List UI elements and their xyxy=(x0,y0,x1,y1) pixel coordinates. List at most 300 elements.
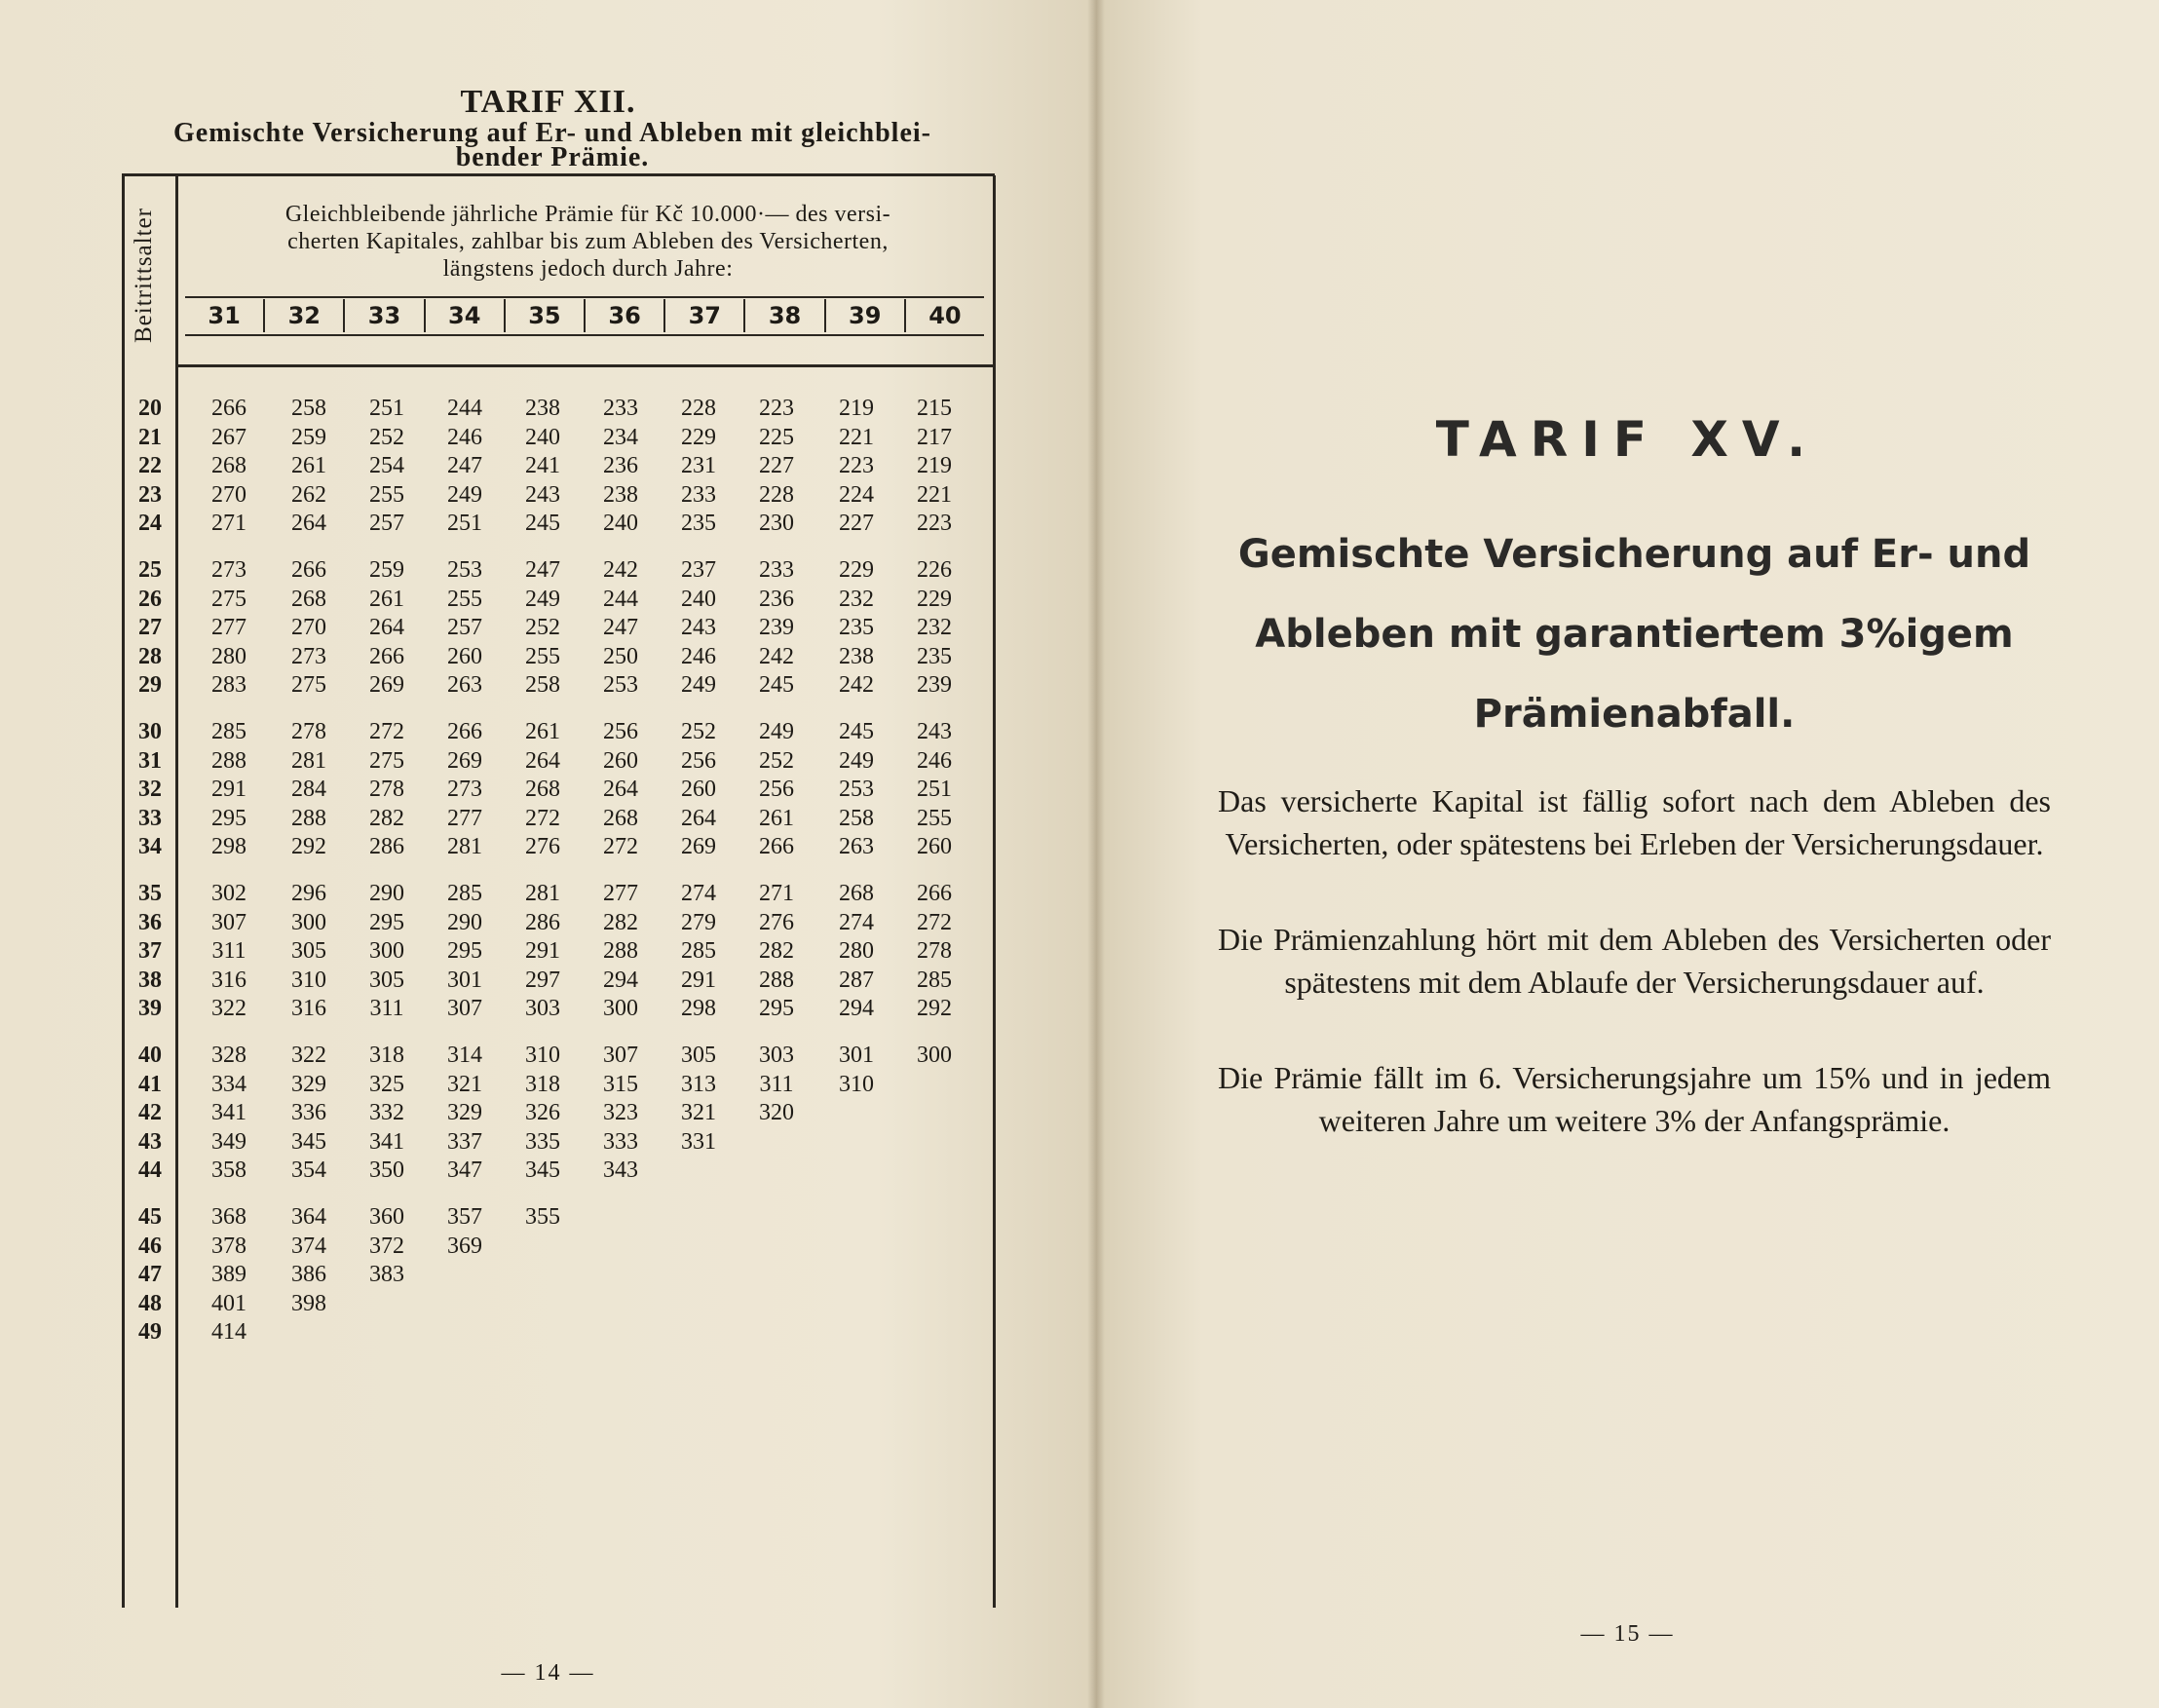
premium-cell: 273 xyxy=(291,643,326,669)
premium-cell: 316 xyxy=(211,967,246,993)
premium-cell: 261 xyxy=(369,586,404,612)
table-row xyxy=(125,614,992,642)
premium-cell: 280 xyxy=(211,643,246,669)
premium-cell: 252 xyxy=(681,719,716,744)
premium-cell: 238 xyxy=(839,643,874,669)
premium-cell: 261 xyxy=(759,805,794,831)
premium-cell: 256 xyxy=(759,777,794,803)
premium-cell: 253 xyxy=(447,557,482,583)
premium-cell: 229 xyxy=(839,557,874,583)
entry-age-cell: 20 xyxy=(138,396,162,421)
premium-cell: 314 xyxy=(447,1043,482,1068)
premium-cell: 341 xyxy=(211,1100,246,1126)
entry-age-cell: 23 xyxy=(138,481,162,508)
premium-cell: 321 xyxy=(681,1100,716,1126)
premium-cell: 305 xyxy=(291,938,326,965)
premium-cell: 228 xyxy=(681,396,716,421)
premium-cell: 325 xyxy=(369,1071,404,1097)
premium-cell: 276 xyxy=(525,834,560,860)
premium-cell: 246 xyxy=(447,424,482,450)
premium-cell: 266 xyxy=(917,881,952,906)
premium-cell: 233 xyxy=(681,481,716,508)
premium-cell: 290 xyxy=(447,909,482,935)
premium-cell: 271 xyxy=(759,881,794,906)
premium-cell: 260 xyxy=(447,643,482,669)
premium-cell: 258 xyxy=(525,672,560,699)
table-row xyxy=(125,671,992,700)
premium-cell: 219 xyxy=(917,453,952,479)
premium-cell: 230 xyxy=(759,511,794,537)
premium-cell: 288 xyxy=(603,938,638,965)
premium-cell: 398 xyxy=(291,1290,326,1316)
premium-cell: 383 xyxy=(369,1262,404,1288)
entry-age-cell: 43 xyxy=(138,1128,162,1155)
premium-cell: 255 xyxy=(525,643,560,669)
premium-cell: 243 xyxy=(917,719,952,744)
duration-year-33: 33 xyxy=(345,299,425,332)
premium-cell: 258 xyxy=(839,805,874,831)
premium-cell: 274 xyxy=(681,881,716,906)
premium-cell: 311 xyxy=(369,996,404,1022)
premium-cell: 261 xyxy=(291,453,326,479)
table-row xyxy=(125,1042,992,1070)
duration-year-35: 35 xyxy=(506,299,586,332)
duration-year-34: 34 xyxy=(426,299,506,332)
entry-age-cell: 39 xyxy=(138,996,162,1022)
premium-cell: 278 xyxy=(917,938,952,965)
premium-cell: 249 xyxy=(759,719,794,744)
premium-cell: 286 xyxy=(525,909,560,935)
tarif-xv-title: TARIF XV. xyxy=(1435,411,1820,468)
entry-age-cell: 35 xyxy=(138,881,162,906)
premium-cell: 350 xyxy=(369,1158,404,1184)
entry-age-cell: 25 xyxy=(138,557,162,583)
premium-cell: 252 xyxy=(525,615,560,641)
premium-cell: 282 xyxy=(603,909,638,935)
premium-cell: 401 xyxy=(211,1290,246,1316)
premium-cell: 276 xyxy=(759,909,794,935)
premium-cell: 322 xyxy=(291,1043,326,1068)
premium-cell: 347 xyxy=(447,1158,482,1184)
premium-cell: 269 xyxy=(681,834,716,860)
premium-cell: 260 xyxy=(603,747,638,774)
premium-cell: 273 xyxy=(211,557,246,583)
entry-age-cell: 22 xyxy=(138,453,162,479)
premium-cell: 249 xyxy=(447,481,482,508)
page-number-15: — 15 — xyxy=(1580,1621,1675,1647)
page-number-14: — 14 — xyxy=(501,1660,595,1686)
premium-cell: 334 xyxy=(211,1071,246,1097)
tarif-xii-subtitle: Gemischte Versicherung auf Er- und Ableben mit gleichblei- bender Prämie. xyxy=(173,118,931,172)
premium-cell: 252 xyxy=(759,747,794,774)
premium-cell: 389 xyxy=(211,1262,246,1288)
premium-cell: 258 xyxy=(291,396,326,421)
premium-cell: 256 xyxy=(681,747,716,774)
premium-cell: 235 xyxy=(917,643,952,669)
premium-cell: 268 xyxy=(291,586,326,612)
premium-cell: 291 xyxy=(681,967,716,993)
premium-cell: 263 xyxy=(447,672,482,699)
premium-cell: 295 xyxy=(369,909,404,935)
entry-age-cell: 33 xyxy=(138,805,162,831)
premium-cell: 374 xyxy=(291,1233,326,1259)
premium-cell: 281 xyxy=(525,881,560,906)
premium-cell: 253 xyxy=(603,672,638,699)
premium-cell: 292 xyxy=(291,834,326,860)
entry-age-cell: 49 xyxy=(138,1319,162,1346)
tarif-xii-title: TARIF XII. xyxy=(460,84,636,120)
premium-cell: 264 xyxy=(369,615,404,641)
table-row xyxy=(125,586,992,614)
premium-cell: 288 xyxy=(759,967,794,993)
entry-age-cell: 31 xyxy=(138,747,162,774)
premium-cell: 300 xyxy=(369,938,404,965)
duration-year-38: 38 xyxy=(745,299,825,332)
premium-cell: 245 xyxy=(839,719,874,744)
premium-cell: 315 xyxy=(603,1071,638,1097)
premium-cell: 273 xyxy=(447,777,482,803)
premium-cell: 227 xyxy=(759,453,794,479)
premium-cell: 313 xyxy=(681,1071,716,1097)
premium-cell: 270 xyxy=(211,481,246,508)
duration-year-31: 31 xyxy=(185,299,265,332)
book-gutter xyxy=(1087,0,1105,1708)
premium-cell: 249 xyxy=(839,747,874,774)
premium-cell: 280 xyxy=(839,938,874,965)
premium-cell: 318 xyxy=(525,1071,560,1097)
table-row xyxy=(125,1157,992,1185)
premium-cell: 256 xyxy=(603,719,638,744)
premium-cell: 236 xyxy=(759,586,794,612)
duration-year-37: 37 xyxy=(665,299,745,332)
table-row xyxy=(125,880,992,908)
entry-age-cell: 44 xyxy=(138,1158,162,1184)
premium-cell: 255 xyxy=(369,481,404,508)
premium-cell: 278 xyxy=(369,777,404,803)
premium-cell: 259 xyxy=(369,557,404,583)
premium-cell: 336 xyxy=(291,1100,326,1126)
premium-cell: 232 xyxy=(839,586,874,612)
premium-cell: 233 xyxy=(759,557,794,583)
premium-cell: 268 xyxy=(839,881,874,906)
table-row xyxy=(125,395,992,423)
premium-cell: 247 xyxy=(603,615,638,641)
premium-cell: 302 xyxy=(211,881,246,906)
premium-cell: 310 xyxy=(839,1071,874,1097)
premium-cell: 292 xyxy=(917,996,952,1022)
premium-cell: 239 xyxy=(917,672,952,699)
premium-cell: 320 xyxy=(759,1100,794,1126)
premium-cell: 223 xyxy=(839,453,874,479)
premium-cell: 240 xyxy=(603,511,638,537)
premium-cell: 414 xyxy=(211,1319,246,1346)
premium-cell: 311 xyxy=(759,1071,794,1097)
premium-cell: 288 xyxy=(211,747,246,774)
premium-cell: 307 xyxy=(211,909,246,935)
premium-cell: 234 xyxy=(603,424,638,450)
premium-cell: 301 xyxy=(839,1043,874,1068)
premium-cell: 251 xyxy=(917,777,952,803)
premium-cell: 307 xyxy=(447,996,482,1022)
table-row xyxy=(125,643,992,671)
premium-cell: 294 xyxy=(839,996,874,1022)
table-row xyxy=(125,937,992,966)
premium-cell: 244 xyxy=(603,586,638,612)
premium-cell: 307 xyxy=(603,1043,638,1068)
table-row xyxy=(125,967,992,995)
premium-cell: 386 xyxy=(291,1262,326,1288)
premium-cell: 329 xyxy=(447,1100,482,1126)
premium-cell: 217 xyxy=(917,424,952,450)
premium-cell: 282 xyxy=(369,805,404,831)
premium-cell: 254 xyxy=(369,453,404,479)
premium-cell: 305 xyxy=(681,1043,716,1068)
premium-cell: 242 xyxy=(839,672,874,699)
table-row xyxy=(125,718,992,746)
duration-year-39: 39 xyxy=(826,299,906,332)
premium-cell: 239 xyxy=(759,615,794,641)
premium-cell: 269 xyxy=(447,747,482,774)
premium-cell: 243 xyxy=(525,481,560,508)
entry-age-cell: 29 xyxy=(138,672,162,699)
premium-cell: 255 xyxy=(917,805,952,831)
premium-cell: 277 xyxy=(211,615,246,641)
premium-cell: 272 xyxy=(603,834,638,860)
premium-cell: 240 xyxy=(681,586,716,612)
premium-cell: 316 xyxy=(291,996,326,1022)
premium-cell: 285 xyxy=(447,881,482,906)
premium-cell: 360 xyxy=(369,1204,404,1230)
premium-cell: 242 xyxy=(759,643,794,669)
premium-cell: 290 xyxy=(369,881,404,906)
premium-cell: 223 xyxy=(917,511,952,537)
duration-year-32: 32 xyxy=(265,299,345,332)
premium-cell: 247 xyxy=(525,557,560,583)
premium-cell: 305 xyxy=(369,967,404,993)
premium-cell: 335 xyxy=(525,1128,560,1155)
premium-cell: 322 xyxy=(211,996,246,1022)
premium-cell: 245 xyxy=(525,511,560,537)
entry-age-cell: 46 xyxy=(138,1233,162,1259)
premium-cell: 349 xyxy=(211,1128,246,1155)
premium-cell: 219 xyxy=(839,396,874,421)
table-row xyxy=(125,424,992,452)
premium-cell: 355 xyxy=(525,1204,560,1230)
premium-cell: 257 xyxy=(369,511,404,537)
premium-cell: 264 xyxy=(603,777,638,803)
premium-cell: 221 xyxy=(917,481,952,508)
premium-cell: 287 xyxy=(839,967,874,993)
table-row xyxy=(125,995,992,1023)
premium-cell: 243 xyxy=(681,615,716,641)
premium-cell: 266 xyxy=(369,643,404,669)
premium-cell: 285 xyxy=(917,967,952,993)
years-row-top-rule xyxy=(185,296,984,298)
premium-cell: 303 xyxy=(525,996,560,1022)
premium-cell: 268 xyxy=(525,777,560,803)
entry-age-cell: 48 xyxy=(138,1290,162,1316)
premium-cell: 262 xyxy=(291,481,326,508)
premium-cell: 275 xyxy=(369,747,404,774)
table-row xyxy=(125,510,992,538)
premium-cell: 235 xyxy=(681,511,716,537)
table-row xyxy=(125,1290,992,1318)
premium-cell: 269 xyxy=(369,672,404,699)
duration-years-row xyxy=(185,299,984,332)
premium-cell: 311 xyxy=(211,938,246,965)
premium-cell: 345 xyxy=(291,1128,326,1155)
premium-cell: 281 xyxy=(447,834,482,860)
premium-cell: 238 xyxy=(603,481,638,508)
entry-age-cell: 26 xyxy=(138,586,162,612)
premium-cell: 260 xyxy=(917,834,952,860)
premium-cell: 369 xyxy=(447,1233,482,1259)
premium-cell: 260 xyxy=(681,777,716,803)
table-row xyxy=(125,805,992,833)
premium-cell: 244 xyxy=(447,396,482,421)
entry-age-cell: 24 xyxy=(138,511,162,537)
tarif-xv-subtitle: Gemischte Versicherung auf Er- und Ableben mit garantiertem 3%igem Prämienabfall. xyxy=(1237,532,2031,737)
premium-cell: 255 xyxy=(447,586,482,612)
premium-cell: 300 xyxy=(603,996,638,1022)
premium-cell: 229 xyxy=(681,424,716,450)
premium-cell: 298 xyxy=(211,834,246,860)
duration-year-40: 40 xyxy=(928,302,962,329)
premium-cell: 295 xyxy=(447,938,482,965)
premium-cell: 364 xyxy=(291,1204,326,1230)
premium-cell: 235 xyxy=(839,615,874,641)
table-row xyxy=(125,1099,992,1127)
premium-cell: 281 xyxy=(291,747,326,774)
premium-cell: 233 xyxy=(603,396,638,421)
entry-age-cell: 40 xyxy=(138,1043,162,1068)
premium-cell: 331 xyxy=(681,1128,716,1155)
premium-cell: 264 xyxy=(291,511,326,537)
premium-cell: 283 xyxy=(211,672,246,699)
premium-cell: 368 xyxy=(211,1204,246,1230)
premium-cell: 252 xyxy=(369,424,404,450)
table-row xyxy=(125,1233,992,1261)
premium-cell: 257 xyxy=(447,615,482,641)
premium-cell: 333 xyxy=(603,1128,638,1155)
premium-cell: 343 xyxy=(603,1158,638,1184)
premium-cell: 259 xyxy=(291,424,326,450)
premium-cell: 298 xyxy=(681,996,716,1022)
table-row xyxy=(125,481,992,510)
premium-cell: 271 xyxy=(211,511,246,537)
premium-cell: 263 xyxy=(839,834,874,860)
premium-cell: 284 xyxy=(291,777,326,803)
premium-cell: 264 xyxy=(681,805,716,831)
premium-cell: 291 xyxy=(211,777,246,803)
premium-cell: 345 xyxy=(525,1158,560,1184)
premium-cell: 301 xyxy=(447,967,482,993)
premium-table-header: Gleichbleibende jährliche Prämie für Kč 10.000·— des versi- cherten Kapitales, zahlbar bis zum Ableben des Versicherten, längstens jedoch durch Jahre: xyxy=(284,202,891,282)
premium-cell: 326 xyxy=(525,1100,560,1126)
premium-cell: 223 xyxy=(759,396,794,421)
premium-cell: 272 xyxy=(917,909,952,935)
premium-cell: 232 xyxy=(917,615,952,641)
premium-cell: 310 xyxy=(525,1043,560,1068)
table-row xyxy=(125,452,992,480)
premium-cell: 266 xyxy=(291,557,326,583)
entry-age-cell: 21 xyxy=(138,424,162,450)
premium-cell: 285 xyxy=(211,719,246,744)
premium-cell: 300 xyxy=(291,909,326,935)
premium-cell: 357 xyxy=(447,1204,482,1230)
table-row xyxy=(125,1128,992,1157)
premium-cell: 358 xyxy=(211,1158,246,1184)
premium-cell: 341 xyxy=(369,1128,404,1155)
premium-cell: 266 xyxy=(447,719,482,744)
table-right-border xyxy=(993,175,996,1608)
table-row xyxy=(125,833,992,861)
premium-cell: 295 xyxy=(759,996,794,1022)
premium-cell: 296 xyxy=(291,881,326,906)
premium-cell: 279 xyxy=(681,909,716,935)
table-row xyxy=(125,1318,992,1347)
premium-cell: 275 xyxy=(211,586,246,612)
premium-cell: 310 xyxy=(291,967,326,993)
premium-cell: 332 xyxy=(369,1100,404,1126)
premium-cell: 229 xyxy=(917,586,952,612)
entry-age-cell: 47 xyxy=(138,1262,162,1288)
premium-cell: 328 xyxy=(211,1043,246,1068)
entry-age-cell: 34 xyxy=(138,834,162,860)
table-row xyxy=(125,1203,992,1232)
entry-age-cell: 42 xyxy=(138,1100,162,1126)
premium-cell: 215 xyxy=(917,396,952,421)
premium-cell: 250 xyxy=(603,643,638,669)
years-row-bottom-rule xyxy=(185,334,984,336)
premium-cell: 221 xyxy=(839,424,874,450)
premium-cell: 270 xyxy=(291,615,326,641)
premium-cell: 282 xyxy=(759,938,794,965)
entry-age-cell: 45 xyxy=(138,1204,162,1230)
premium-cell: 274 xyxy=(839,909,874,935)
premium-cell: 267 xyxy=(211,424,246,450)
table-row xyxy=(125,909,992,937)
premium-cell: 238 xyxy=(525,396,560,421)
premium-cell: 225 xyxy=(759,424,794,450)
premium-cell: 378 xyxy=(211,1233,246,1259)
entry-age-cell: 32 xyxy=(138,777,162,803)
premium-cell: 291 xyxy=(525,938,560,965)
entry-age-cell: 37 xyxy=(138,938,162,965)
premium-cell: 227 xyxy=(839,511,874,537)
premium-cell: 337 xyxy=(447,1128,482,1155)
premium-cell: 246 xyxy=(917,747,952,774)
premium-cell: 253 xyxy=(839,777,874,803)
premium-cell: 288 xyxy=(291,805,326,831)
premium-cell: 300 xyxy=(917,1043,952,1068)
premium-cell: 286 xyxy=(369,834,404,860)
premium-cell: 246 xyxy=(681,643,716,669)
duration-year-36: 36 xyxy=(586,299,665,332)
premium-cell: 241 xyxy=(525,453,560,479)
table-row xyxy=(125,776,992,804)
premium-cell: 321 xyxy=(447,1071,482,1097)
table-row xyxy=(125,1261,992,1289)
premium-cell: 323 xyxy=(603,1100,638,1126)
premium-cell: 264 xyxy=(525,747,560,774)
premium-cell: 318 xyxy=(369,1043,404,1068)
premium-cell: 237 xyxy=(681,557,716,583)
premium-cell: 294 xyxy=(603,967,638,993)
premium-cell: 249 xyxy=(525,586,560,612)
premium-cell: 295 xyxy=(211,805,246,831)
premium-cell: 266 xyxy=(759,834,794,860)
